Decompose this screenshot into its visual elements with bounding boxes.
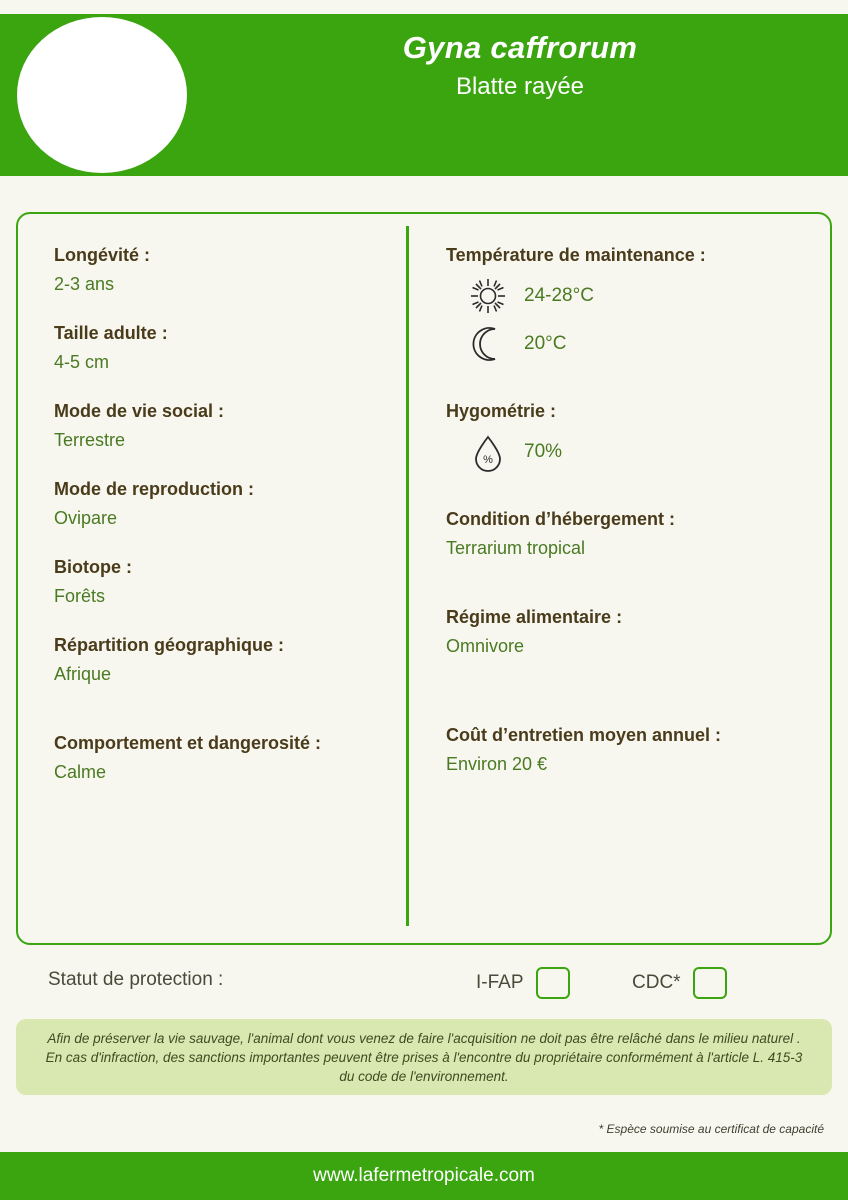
sun-icon [468,276,508,316]
field-longevity [54,242,404,298]
field-behaviour-danger [54,730,404,786]
spacer [446,494,816,506]
field-value: Forêts [54,586,106,606]
field-housing [446,506,816,562]
logo-circle [14,14,190,176]
field-value: Environ 20 € [446,754,548,774]
field-label: Répartition géographique : [54,635,285,655]
footer-band [0,1152,848,1200]
column-divider [406,226,409,926]
legal-notice-text: Afin de préserver la vie sauvage, l'animal dont vous venez de faire l'acquisition ne doit pas être relâché dans le milieu naturel . En cas d'infraction, des sanctions importantes peuvent être prises à l'encontre du propriétaire conformément à l'article L. 415-3 du code de l'environnement. [45,1030,803,1084]
temperature-night-row [468,324,816,364]
field-label: Régime alimentaire : [446,607,623,627]
temperature-night-value: 20°C [524,333,567,354]
protection-status-row [0,955,848,1019]
spacer [446,584,816,604]
ifap-checkbox[interactable] [536,967,570,999]
field-value: Afrique [54,664,112,684]
field-label: Coût d’entretien moyen annuel : [446,725,722,745]
info-card [16,212,832,945]
spacer [54,710,404,730]
footnote-text: * Espèce soumise au certificat de capacité [598,1122,824,1136]
field-social-life [54,398,404,454]
header-titles [210,28,830,104]
field-value: 2-3 ans [54,274,115,294]
field-label: Biotope : [54,557,132,577]
field-label: Comportement et dangerosité : [54,733,322,753]
field-label: Mode de reproduction : [54,479,254,499]
hygrometry-value: 70% [524,441,563,462]
spacer [446,702,816,722]
temperature-day-value: 24-28°C [524,285,594,306]
ifap-label: I-FAP [476,972,524,993]
field-label: Taille adulte : [54,323,168,343]
right-column [446,242,816,800]
field-value: Calme [54,762,107,782]
cdc-checkbox[interactable] [693,967,727,999]
field-adult-size [54,320,404,376]
field-value: Ovipare [54,508,118,528]
field-label: Mode de vie social : [54,401,225,421]
hygrometry-row [468,432,816,472]
moon-icon [468,324,508,364]
website-link[interactable]: www.lafermetropicale.com [313,1165,535,1186]
spacer [446,386,816,398]
protection-status-label: Statut de protection : [48,969,224,990]
field-label: Condition d’hébergement : [446,509,675,529]
ifap-group [476,967,570,999]
spacer [446,682,816,702]
field-reproduction [54,476,404,532]
field-biotope [54,554,404,610]
field-geographic-distribution [54,632,404,688]
legal-notice [16,1019,832,1095]
cdc-group [632,967,727,999]
page-subtitle: Blatte rayée [455,73,585,100]
field-label: Longévité : [54,245,151,265]
page-title: Gyna caffrorum [402,30,638,65]
field-value: Terrarium tropical [446,538,586,558]
field-value: Terrestre [54,430,126,450]
field-value: 4-5 cm [54,352,110,372]
field-annual-cost [446,722,816,778]
humidity-drop-icon [468,432,508,472]
field-diet [446,604,816,660]
left-column [54,242,404,808]
field-value: Omnivore [446,636,525,656]
field-hygrometry [446,398,816,472]
field-label: Température de maintenance : [446,245,706,265]
field-temperature [446,242,816,364]
cdc-label: CDC* [632,972,681,993]
svg-text:%: % [483,454,493,466]
field-label: Hygométrie : [446,401,557,421]
temperature-day-row [468,276,816,316]
